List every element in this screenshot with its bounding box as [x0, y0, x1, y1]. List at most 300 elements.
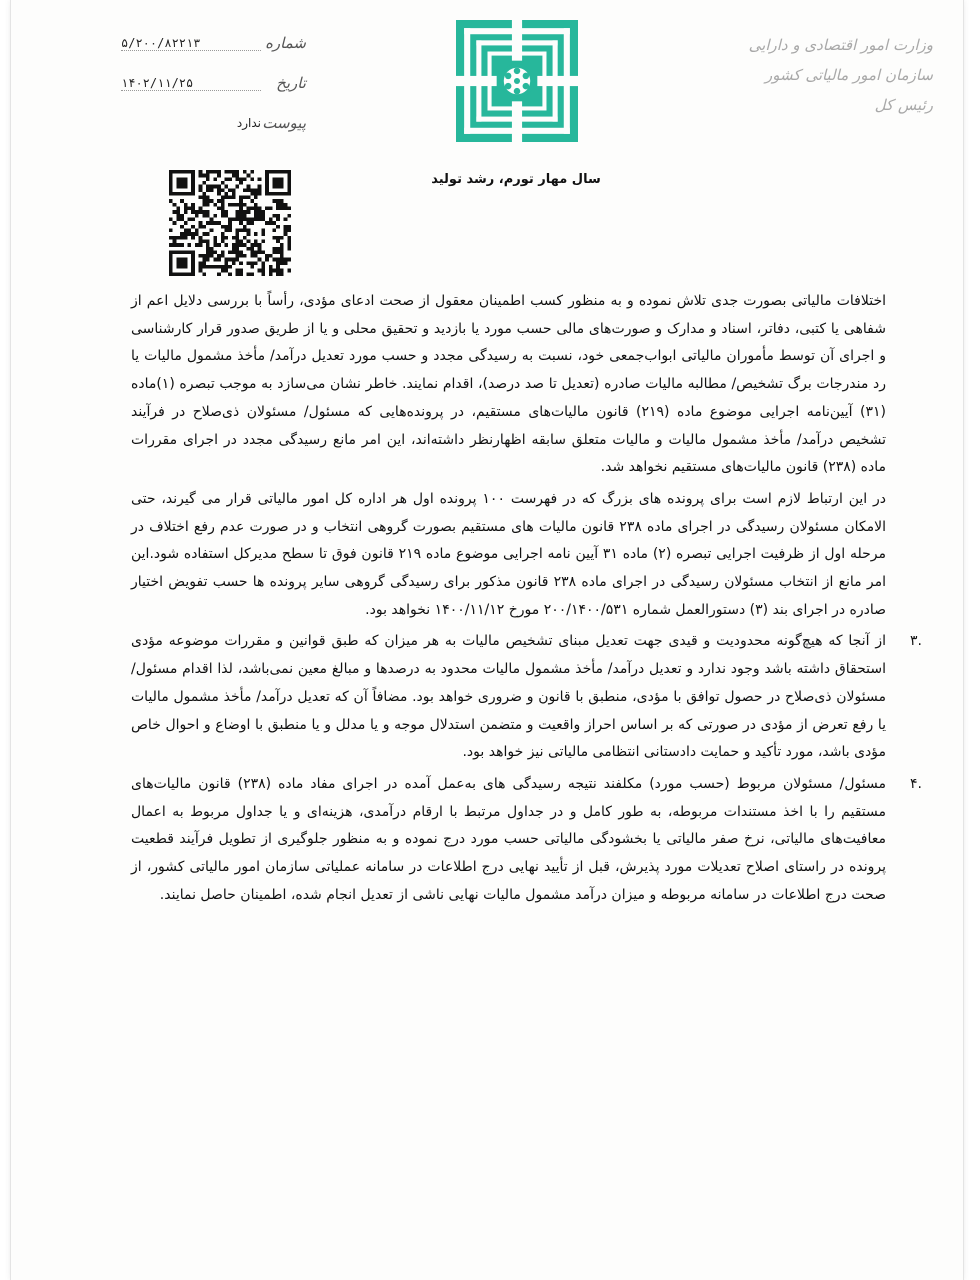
- qr-module: [221, 269, 225, 273]
- qr-module: [210, 247, 214, 251]
- qr-module: [184, 221, 188, 225]
- qr-module: [202, 174, 206, 178]
- qr-module: [224, 269, 228, 273]
- qr-module: [221, 188, 225, 192]
- qr-module: [221, 225, 225, 229]
- qr-module: [236, 239, 240, 243]
- qr-module: [191, 207, 195, 211]
- qr-module: [239, 218, 243, 222]
- qr-module: [247, 196, 251, 200]
- qr-module: [199, 254, 203, 258]
- qr-module: [224, 225, 228, 229]
- qr-module: [213, 265, 217, 269]
- qr-module: [269, 269, 273, 273]
- qr-module: [269, 207, 273, 211]
- qr-module: [169, 228, 173, 232]
- qr-module: [247, 210, 251, 214]
- letter-body: [131, 288, 922, 909]
- qr-module: [280, 272, 284, 276]
- qr-module: [199, 207, 203, 211]
- qr-module: [202, 203, 206, 207]
- qr-module: [184, 207, 188, 211]
- qr-module: [221, 181, 225, 185]
- qr-module: [210, 254, 214, 258]
- qr-module: [232, 261, 236, 265]
- qr-module: [250, 199, 254, 203]
- qr-module: [239, 203, 243, 207]
- qr-module: [287, 258, 291, 262]
- qr-module: [228, 203, 232, 207]
- qr-module: [247, 232, 251, 236]
- qr-module: [221, 203, 225, 207]
- list-item-4-text: مسئول/ مسئولان مربوط (حسب مورد) مکلفند نتیجه رسیدگی های به‌عمل آمده در اجرای مفاد ماده (۲۳۸) قانون مالیات‌های مستقیم را با اخذ مستندات مربوطه، به طور کامل و در جداول مرتبط با ارقام درآمدی، هزینه‌ای و یا جداول مربوط به اعمال معافیت‌های مالیاتی، نرخ صفر مالیاتی یا بخشودگی مالیاتی حسب مورد درج نموده و به منظور جلوگیری از تطویل فرآیند قطعیت پرونده در راستای اصلاح تعدیلات مورد پذیرش، قبل از تأیید نهایی درج اطلاعات در سامانه عملیاتی سازمان امور مالیاتی کشور، از صحت درج اطلاعات در سامانه مربوطه و میزان درآمد مشمول مالیات نهایی ناشی از تعدیل انجام شده، اطمینان حاصل نمایند.: [131, 775, 886, 903]
- qr-module: [221, 199, 225, 203]
- qr-module: [284, 228, 288, 232]
- qr-module: [184, 210, 188, 214]
- qr-module: [210, 250, 214, 254]
- qr-module: [258, 188, 262, 192]
- qr-module: [173, 210, 177, 214]
- qr-module: [269, 221, 273, 225]
- qr-module: [261, 269, 265, 273]
- qr-module: [239, 221, 243, 225]
- qr-module: [195, 243, 199, 247]
- qr-module: [239, 272, 243, 276]
- qr-module: [261, 228, 265, 232]
- qr-module: [213, 221, 217, 225]
- letter-number-value: ۵/۲۰۰/۸۲۲۱۳: [121, 36, 261, 51]
- letter-number-label: شماره: [265, 34, 306, 52]
- qr-module: [228, 170, 232, 174]
- qr-module: [254, 261, 258, 265]
- letter-date-row: [116, 74, 306, 102]
- qr-module: [221, 214, 225, 218]
- qr-module: [224, 196, 228, 200]
- qr-module: [254, 218, 258, 222]
- qr-module: [284, 258, 288, 262]
- qr-module: [232, 174, 236, 178]
- qr-module: [228, 218, 232, 222]
- qr-module: [217, 192, 221, 196]
- qr-module: [176, 214, 180, 218]
- qr-module: [232, 170, 236, 174]
- qr-module: [184, 203, 188, 207]
- letter-attachment-row: [116, 114, 306, 142]
- qr-module: [254, 232, 258, 236]
- qr-module: [199, 174, 203, 178]
- qr-module: [258, 185, 262, 189]
- qr-module: [187, 232, 191, 236]
- qr-module: [254, 196, 258, 200]
- qr-module: [217, 272, 221, 276]
- qr-module: [228, 258, 232, 262]
- qr-module: [247, 188, 251, 192]
- qr-module: [224, 210, 228, 214]
- qr-module: [243, 203, 247, 207]
- qr-module: [239, 250, 243, 254]
- qr-module: [173, 236, 177, 240]
- qr-module: [273, 269, 277, 273]
- qr-module: [250, 170, 254, 174]
- qr-module: [269, 272, 273, 276]
- qr-module: [243, 236, 247, 240]
- qr-module: [239, 243, 243, 247]
- qr-module: [224, 185, 228, 189]
- list-item-3: [131, 628, 922, 767]
- qr-module: [250, 188, 254, 192]
- qr-module: [228, 221, 232, 225]
- qr-module: [224, 258, 228, 262]
- qr-module: [206, 232, 210, 236]
- qr-module: [217, 174, 221, 178]
- qr-module: [213, 177, 217, 181]
- qr-module: [236, 177, 240, 181]
- qr-module: [228, 265, 232, 269]
- qr-code: [169, 170, 291, 276]
- qr-module: [221, 236, 225, 240]
- qr-module: [247, 239, 251, 243]
- qr-module: [239, 214, 243, 218]
- qr-module: [247, 228, 251, 232]
- qr-module: [276, 265, 280, 269]
- qr-module: [287, 214, 291, 218]
- qr-module: [202, 239, 206, 243]
- letter-page: [10, 0, 964, 1280]
- qr-module: [199, 188, 203, 192]
- qr-module: [273, 228, 277, 232]
- qr-module: [213, 170, 217, 174]
- qr-module: [213, 250, 217, 254]
- qr-module: [276, 250, 280, 254]
- qr-module: [261, 232, 265, 236]
- qr-module: [202, 192, 206, 196]
- qr-module: [243, 214, 247, 218]
- qr-module: [250, 177, 254, 181]
- qr-module: [232, 258, 236, 262]
- qr-module: [276, 269, 280, 273]
- qr-module: [176, 177, 187, 188]
- qr-module: [187, 243, 191, 247]
- qr-module: [232, 247, 236, 251]
- qr-module: [191, 210, 195, 214]
- qr-module: [217, 188, 221, 192]
- qr-module: [191, 236, 195, 240]
- qr-module: [265, 207, 269, 211]
- qr-module: [236, 250, 240, 254]
- qr-module: [206, 243, 210, 247]
- qr-module: [232, 236, 236, 240]
- qr-module: [224, 192, 228, 196]
- qr-module: [254, 203, 258, 207]
- qr-module: [254, 210, 258, 214]
- qr-module: [206, 265, 210, 269]
- body-paragraph-1: اختلافات مالیاتی بصورت جدی تلاش نموده و به منظور کسب اطمینان معقول از صحت ادعای مؤدی، رأساً با بررسی دلایل اعم از شفاهی یا کتبی، دفاتر، اسناد و مدارک و صورت‌های مالی حسب مورد یا بازدید و تحقیق محلی و یا از طریق صدور قرار کارشناسی و اجرای آن توسط مأموران مالیاتی ابواب‌جمعی خود، نسبت به رسیدگی مجدد و حسب مورد تعدیل درآمد/ مأخذ مشمول مالیات یا رد مندرجات برگ تشخیص/ مطالبه مالیات صادره (تعدیل تا صد درصد)، اقدام نمایند. خاطر نشان می‌سازد به موجب تبصره (۱)ماده (۳۱) آیین‌نامه اجرایی موضوع ماده (۲۱۹) قانون مالیات‌های مستقیم، در پرونده‌هایی که مسئول/ مسئولان ذی‌صلاح در فرآیند تشخیص درآمد/ مأخذ مشمول مالیات و مالیات متعلق سابقه اظهارنظر داشته‌اند، این امر مانع رسیدگی مجدد در اجرای مقررات ماده (۲۳۸) قانون مالیات‌های مستقیم نخواهد شد.: [131, 293, 886, 476]
- qr-module: [213, 236, 217, 240]
- qr-module: [187, 228, 191, 232]
- qr-module: [276, 214, 280, 218]
- qr-module: [202, 199, 206, 203]
- qr-module: [236, 174, 240, 178]
- qr-module: [261, 210, 265, 214]
- qr-module: [202, 272, 206, 276]
- qr-module: [176, 210, 180, 214]
- qr-module: [258, 258, 262, 262]
- qr-module: [206, 247, 210, 251]
- qr-module: [273, 214, 277, 218]
- qr-module: [250, 265, 254, 269]
- qr-module: [243, 228, 247, 232]
- qr-module: [199, 221, 203, 225]
- qr-module: [239, 261, 243, 265]
- qr-module: [202, 265, 206, 269]
- qr-module: [280, 203, 284, 207]
- qr-module: [273, 236, 277, 240]
- qr-module: [173, 243, 177, 247]
- qr-module: [206, 221, 210, 225]
- qr-module: [173, 221, 177, 225]
- qr-module: [273, 221, 277, 225]
- qr-module: [250, 218, 254, 222]
- qr-module: [280, 207, 284, 211]
- qr-module: [239, 210, 243, 214]
- qr-module: [173, 239, 177, 243]
- qr-module: [254, 214, 258, 218]
- qr-module: [191, 232, 195, 236]
- qr-module: [254, 188, 258, 192]
- qr-module: [258, 269, 262, 273]
- qr-module: [236, 170, 240, 174]
- qr-module: [213, 239, 217, 243]
- qr-module: [269, 254, 273, 258]
- qr-module: [191, 225, 195, 229]
- qr-module: [228, 177, 232, 181]
- qr-module: [273, 258, 277, 262]
- qr-module: [273, 199, 277, 203]
- qr-module: [232, 192, 236, 196]
- qr-module: [202, 196, 206, 200]
- qr-module: [243, 254, 247, 258]
- body-paragraph-2: در این ارتباط لازم است برای پرونده های بزرگ که در فهرست ۱۰۰ پرونده اول هر اداره کل امور مالیاتی قرار می گیرند، حتی الامکان مسئولان رسیدگی در اجرای ماده ۲۳۸ قانون مالیات های مستقیم بصورت گروهی انتخاب و در صورت عدم رفع اختلاف در مرحله اول از ظرفیت اجرایی تبصره (۲) ماده ۳۱ آیین نامه اجرایی موضوع ماده ۲۱۹ قانون فوق تا سطح مدیرکل استفاده شود.این امر مانع از انتخاب مسئولان رسیدگی در اجرای ماده ۲۳۸ قانون مذکور برای رسیدگی گروهی سایر پرونده ها حسب تفویض اختیار صادره در اجرای بند (۳) دستورالعمل شماره ۲۰۰/۱۴۰۰/۵۳۱ مورخ ۱۴۰۰/۱۱/۱۲ نخواهد بود.: [131, 490, 886, 618]
- qr-module: [239, 228, 243, 232]
- qr-module: [287, 228, 291, 232]
- qr-module: [250, 250, 254, 254]
- qr-module: [173, 203, 177, 207]
- qr-module: [195, 232, 199, 236]
- qr-module: [250, 261, 254, 265]
- qr-module: [232, 196, 236, 200]
- qr-module: [176, 243, 180, 247]
- qr-module: [221, 207, 225, 211]
- qr-module: [258, 247, 262, 251]
- letter-date-value: ۱۴۰۲/۱۱/۲۵: [121, 76, 261, 91]
- qr-module: [210, 221, 214, 225]
- qr-module: [239, 181, 243, 185]
- qr-module: [169, 218, 173, 222]
- qr-module: [247, 185, 251, 189]
- qr-module: [228, 250, 232, 254]
- qr-module: [199, 185, 203, 189]
- qr-module: [254, 207, 258, 211]
- qr-module: [180, 199, 184, 203]
- qr-module: [276, 261, 280, 265]
- qr-module: [258, 177, 262, 181]
- qr-module: [202, 210, 206, 214]
- qr-module: [247, 218, 251, 222]
- qr-module: [187, 218, 191, 222]
- ministry-letterhead: [693, 30, 933, 120]
- qr-module: [213, 214, 217, 218]
- qr-module: [258, 210, 262, 214]
- qr-module: [276, 203, 280, 207]
- qr-module: [247, 207, 251, 211]
- qr-module: [232, 243, 236, 247]
- qr-module: [284, 232, 288, 236]
- qr-module: [184, 228, 188, 232]
- qr-module: [236, 269, 240, 273]
- qr-module: [232, 250, 236, 254]
- qr-module: [273, 177, 284, 188]
- qr-module: [250, 192, 254, 196]
- qr-module: [184, 232, 188, 236]
- qr-module: [280, 243, 284, 247]
- list-item-3-number: ۳.: [910, 633, 922, 650]
- qr-module: [228, 225, 232, 229]
- qr-module: [217, 207, 221, 211]
- qr-module: [276, 207, 280, 211]
- qr-module: [224, 243, 228, 247]
- qr-module: [236, 272, 240, 276]
- qr-module: [199, 243, 203, 247]
- qr-module: [180, 214, 184, 218]
- qr-module: [221, 210, 225, 214]
- qr-module: [232, 188, 236, 192]
- qr-module: [287, 225, 291, 229]
- qr-module: [276, 225, 280, 229]
- qr-module: [206, 170, 210, 174]
- qr-module: [228, 188, 232, 192]
- qr-module: [269, 265, 273, 269]
- qr-module: [206, 177, 210, 181]
- qr-module: [236, 210, 240, 214]
- qr-module: [199, 269, 203, 273]
- qr-module: [206, 174, 210, 178]
- qr-module: [221, 239, 225, 243]
- qr-module: [206, 214, 210, 218]
- qr-module: [202, 225, 206, 229]
- qr-module: [195, 228, 199, 232]
- qr-module: [239, 254, 243, 258]
- list-item-4-number: ۴.: [910, 775, 922, 792]
- qr-module: [217, 254, 221, 258]
- qr-module: [239, 196, 243, 200]
- qr-module: [191, 203, 195, 207]
- qr-module: [247, 272, 251, 276]
- qr-module: [210, 265, 214, 269]
- qr-module: [250, 272, 254, 276]
- qr-module: [243, 170, 247, 174]
- qr-module: [250, 221, 254, 225]
- qr-module: [180, 232, 184, 236]
- qr-module: [221, 250, 225, 254]
- qr-module: [247, 261, 251, 265]
- qr-module: [228, 196, 232, 200]
- qr-module: [169, 236, 173, 240]
- qr-module: [287, 243, 291, 247]
- qr-module: [243, 243, 247, 247]
- qr-module: [261, 218, 265, 222]
- qr-module: [180, 243, 184, 247]
- qr-module: [243, 188, 247, 192]
- qr-module: [206, 185, 210, 189]
- qr-module: [169, 199, 173, 203]
- qr-module: [287, 207, 291, 211]
- qr-module: [247, 221, 251, 225]
- qr-module: [202, 254, 206, 258]
- qr-module: [206, 199, 210, 203]
- qr-module: [228, 272, 232, 276]
- qr-module: [243, 218, 247, 222]
- qr-module: [284, 218, 288, 222]
- qr-module: [254, 254, 258, 258]
- qr-module: [287, 239, 291, 243]
- qr-module: [199, 210, 203, 214]
- qr-module: [228, 228, 232, 232]
- qr-module: [232, 218, 236, 222]
- qr-module: [176, 218, 180, 222]
- qr-module: [258, 207, 262, 211]
- qr-module: [184, 236, 188, 240]
- qr-module: [254, 243, 258, 247]
- qr-module: [224, 236, 228, 240]
- qr-module: [210, 228, 214, 232]
- qr-module: [236, 218, 240, 222]
- qr-module: [265, 258, 269, 262]
- qr-module: [273, 250, 277, 254]
- qr-module: [199, 239, 203, 243]
- letter-attachment-value: ندارد: [236, 116, 261, 130]
- qr-module: [250, 254, 254, 258]
- qr-module: [221, 265, 225, 269]
- qr-module: [258, 192, 262, 196]
- qr-module: [236, 214, 240, 218]
- qr-module: [213, 185, 217, 189]
- qr-module: [210, 185, 214, 189]
- qr-module: [213, 243, 217, 247]
- qr-module: [195, 214, 199, 218]
- qr-module: [206, 250, 210, 254]
- qr-module: [202, 258, 206, 262]
- qr-module: [180, 225, 184, 229]
- qr-module: [247, 247, 251, 251]
- qr-module: [280, 269, 284, 273]
- qr-module: [217, 258, 221, 262]
- qr-module: [176, 236, 180, 240]
- qr-module: [276, 236, 280, 240]
- qr-module: [236, 185, 240, 189]
- qr-module: [217, 170, 221, 174]
- qr-module: [210, 218, 214, 222]
- letter-attachment-label: پیوست: [262, 114, 306, 132]
- qr-module: [224, 228, 228, 232]
- qr-module: [221, 254, 225, 258]
- qr-module: [210, 170, 214, 174]
- qr-module: [243, 210, 247, 214]
- qr-module: [258, 243, 262, 247]
- letter-date-label: تاریخ: [276, 74, 306, 92]
- qr-module: [232, 203, 236, 207]
- qr-module: [265, 254, 269, 258]
- qr-module: [254, 250, 258, 254]
